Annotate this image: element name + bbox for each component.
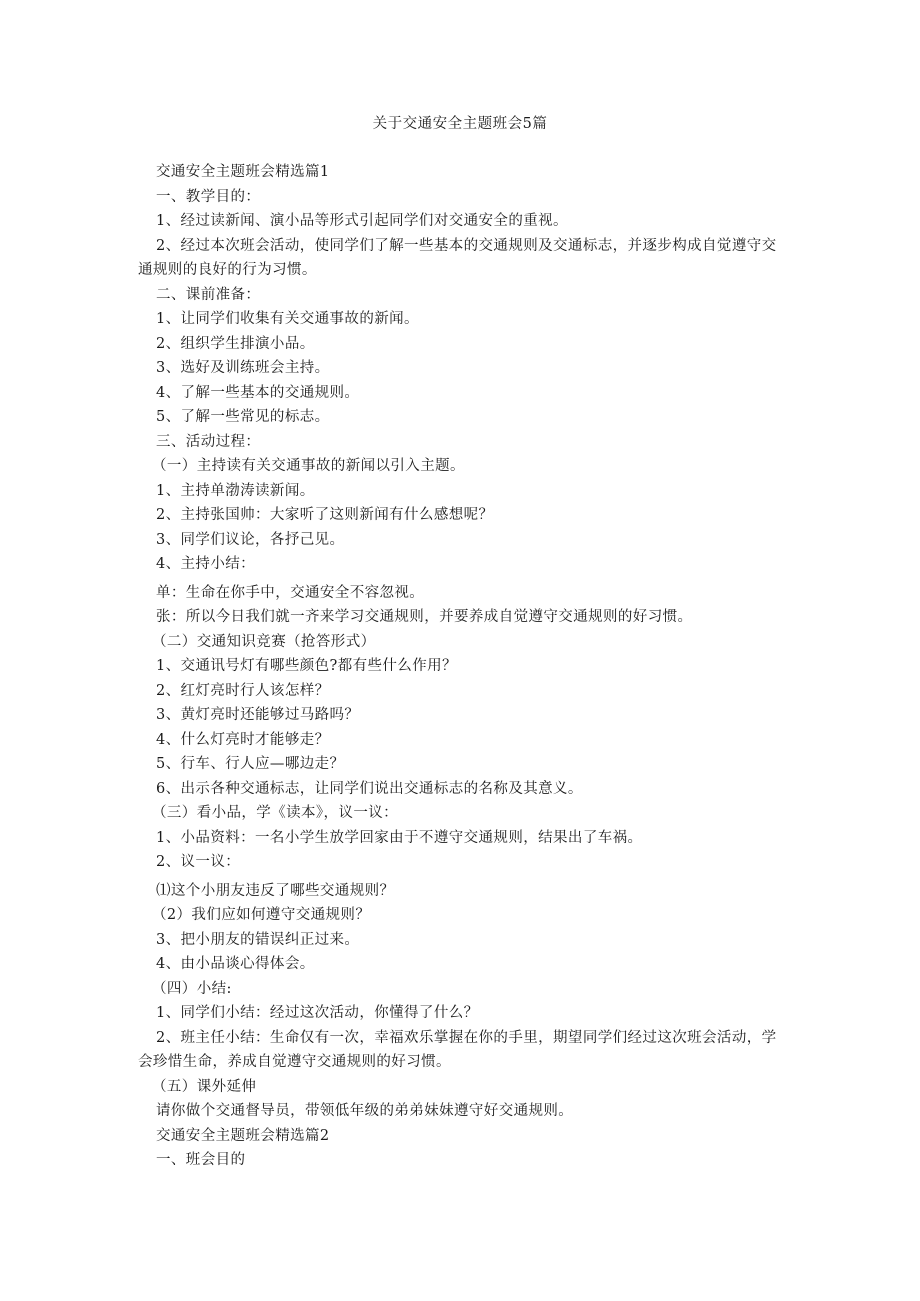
paragraph: 1、交通讯号灯有哪些颜色?都有些什么作用？ (156, 658, 457, 674)
paragraph: 3、选好及训练班会主持。 (156, 360, 330, 376)
paragraph: 3、把小朋友的错误纠正过来。 (156, 931, 360, 948)
subheading: （三）看小品，学《读本》，议一议： (152, 805, 399, 821)
paragraph: 5、了解一些常见的标志。 (156, 409, 330, 425)
section-heading: 交通安全主题班会精选篇2 (156, 1127, 330, 1144)
paragraph: 1、小品资料：一名小学生放学回家由于不遵守交通规则，结果出了车祸。 (156, 829, 643, 846)
paragraph: 1、让同学们收集有关交通事故的新闻。 (156, 311, 419, 327)
paragraph: 3、同学们议论，各抒己见。 (156, 531, 345, 548)
paragraph: 2、组织学生排演小品。 (156, 335, 315, 352)
paragraph: 1、主持单渤涛读新闻。 (156, 482, 315, 499)
paragraph: 4、由小品谈心得体会。 (156, 956, 315, 972)
subheading: （四）小结: (152, 980, 232, 997)
subheading: （二）交通知识竞赛（抢答形式） (152, 633, 376, 650)
subheading: （五）课外延伸 (152, 1078, 257, 1095)
paragraph: 张：所以今日我们就一齐来学习交通规则，并要养成自觉遵守交通规则的好习惯。 (156, 609, 693, 625)
subheading: 一、教学目的： (156, 188, 261, 205)
paragraph: 2、议一议： (156, 854, 241, 870)
paragraph: 6、出示各种交通标志，让同学们说出交通标志的名称及其意义。 (156, 780, 583, 797)
paragraph: （一）主持读有关交通事故的新闻以引入主题。 (152, 458, 465, 474)
paragraph: 2、主持张国帅：大家听了这则新闻有什么感想呢？ (156, 507, 494, 523)
subheading: 二、课前准备： (156, 286, 261, 303)
paragraph: 请你做个交通督导员，带领低年级的弟弟妹妹遵守好交通规则。 (156, 1103, 574, 1119)
subheading: 一、班会目的 (156, 1152, 246, 1168)
paragraph: 5、行车、行人应—哪边走？ (156, 756, 345, 772)
paragraph: 2、经过本次班会活动，使同学们了解一些基本的交通规则及交通标志，并逐步构成自觉遵守交通规则的良好的行为习惯。 (138, 237, 777, 278)
paragraph: 2、红灯亮时行人该怎样？ (156, 682, 330, 699)
subheading: 三、活动过程： (156, 433, 261, 450)
paragraph: （2）我们应如何遵守交通规则？ (152, 907, 371, 923)
paragraph: 4、主持小结： (156, 556, 256, 572)
paragraph: 3、黄灯亮时还能够过马路吗？ (156, 707, 360, 723)
paragraph: 单：生命在你手中，交通安全不容忽视。 (156, 584, 425, 601)
paragraph: 2、班主任小结：生命仅有一次，幸福欢乐掌握在你的手里，期望同学们经过这次班会活动，学会珍惜生命，养成自觉遵守交通规则的好习惯。 (138, 1029, 777, 1070)
paragraph: ⑴这个小朋友违反了哪些交通规则？ (156, 882, 395, 899)
paragraph: 1、经过读新闻、演小品等形式引起同学们对交通安全的重视。 (156, 213, 568, 229)
paragraph: 4、了解一些基本的交通规则。 (156, 384, 360, 401)
document-body (138, 160, 778, 1173)
document-title: 关于交通安全主题班会5篇 (372, 116, 548, 132)
section-heading: 交通安全主题班会精选篇1 (156, 164, 330, 180)
paragraph: 1、同学们小结：经过这次活动，你懂得了什么？ (156, 1005, 479, 1021)
paragraph: 4、什么灯亮时才能够走？ (156, 731, 330, 748)
